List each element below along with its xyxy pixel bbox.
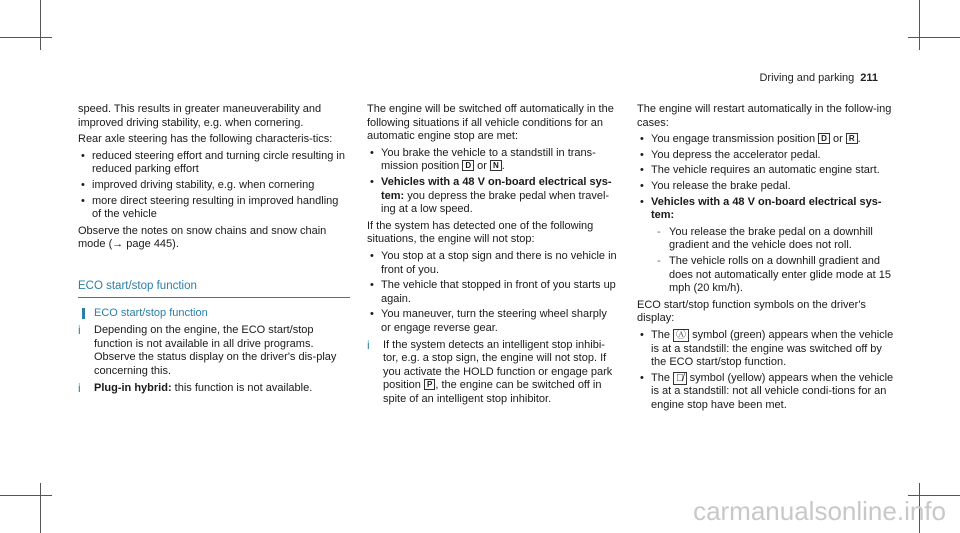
bullet-list xyxy=(78,150,350,222)
section-name: Driving and parking xyxy=(759,72,855,84)
list-item: • The vehicle requires an automatic engine start. xyxy=(637,164,899,178)
list-item xyxy=(637,329,899,370)
list-text: . xyxy=(857,133,861,146)
list-item xyxy=(367,147,619,174)
list-item: • improved driving stability, e.g. when cornering xyxy=(78,179,350,193)
list-text: . xyxy=(501,160,505,173)
note-label: Plug-in hybrid: xyxy=(94,381,172,394)
list-text: or xyxy=(829,133,846,146)
list-item: • more direct steering resulting in improved handling of the vehicle xyxy=(78,195,350,222)
info-icon: i xyxy=(78,323,81,338)
gear-d-icon: D xyxy=(462,160,474,171)
note-text: this function is not available. xyxy=(171,381,313,394)
bullet-list xyxy=(367,250,619,336)
list-item: - The vehicle rolls on a downhill gradient and does not automatically enter glide mode at 15 mph (20 km/h). xyxy=(651,255,899,296)
gear-d-icon: D xyxy=(818,133,830,144)
list-text: you depress the brake pedal when travel-ing at a low speed. xyxy=(381,189,610,216)
note-text: If the system detects an intelligent stop inhibi-tor, e.g. a stop sign, the engine will not stop. If you activate the HOLD function or engage park position xyxy=(383,338,613,392)
subheading-bar xyxy=(82,308,85,319)
column-left xyxy=(78,103,350,398)
info-icon: i xyxy=(367,337,370,352)
list-item xyxy=(637,372,899,413)
subheading-text: ECO start/stop function xyxy=(94,306,208,319)
note-text: Depending on the engine, the ECO start/stop function is not available in all drive programs. Observe the status display on the driver's dis-play concerning this. xyxy=(94,324,337,377)
list-text: The xyxy=(651,328,674,341)
gear-p-icon: P xyxy=(424,379,435,390)
paragraph: speed. This results in greater maneuverability and improved driving stability, e.g. when cornering. xyxy=(78,103,322,129)
list-text: The xyxy=(651,371,674,384)
list-label: Vehicles with a 48 V on-board electrical sys-tem: xyxy=(381,175,612,202)
watermark: carmanualsonline.info xyxy=(693,496,946,526)
list-item: • You release the brake pedal. xyxy=(637,180,899,194)
list-item xyxy=(637,196,899,296)
list-text: symbol (green) appears when the vehicle is at a standstill: the engine was switched off by the ECO start/stop function. xyxy=(651,328,894,369)
crop-mark xyxy=(0,495,52,496)
crop-mark xyxy=(919,0,920,50)
dash-list xyxy=(651,226,899,296)
gear-r-icon: R xyxy=(846,133,858,144)
gear-n-icon: N xyxy=(490,160,502,171)
list-label: Vehicles with a 48 V on-board electrical sys-tem: xyxy=(651,195,882,222)
paragraph: ECO start/stop function symbols on the driver's display: xyxy=(637,298,866,325)
list-item: • The vehicle that stopped in front of you starts up again. xyxy=(367,279,619,306)
list-item: • You depress the accelerator pedal. xyxy=(637,149,899,163)
column-middle xyxy=(367,103,619,409)
column-right xyxy=(637,103,899,415)
info-note xyxy=(78,382,350,396)
list-text: or xyxy=(474,160,491,173)
paragraph: Observe the notes on snow chains and snow chain mode (→ page 445). xyxy=(78,224,327,251)
list-text: You brake the vehicle to a standstill in trans-mission position xyxy=(381,146,596,173)
list-item: • reduced steering effort and turning circle resulting in reduced parking effort xyxy=(78,150,350,177)
paragraph: The engine will restart automatically in the follow-ing cases: xyxy=(637,103,892,129)
bullet-list xyxy=(637,133,899,296)
note-text: , the engine can be switched off in spite of an intelligent stop inhibitor. xyxy=(383,379,602,405)
crop-mark xyxy=(40,483,41,533)
list-item xyxy=(637,133,899,147)
paragraph: If the system has detected one of the following situations, the engine will not stop: xyxy=(367,219,594,246)
crop-mark xyxy=(908,37,960,38)
bullet-list xyxy=(637,329,899,413)
paragraph: The engine will be switched off automatically in the following situations if all vehicle conditions for an automatic engine stop are met: xyxy=(367,103,614,143)
list-item xyxy=(367,176,619,217)
crop-mark xyxy=(0,37,52,38)
bullet-list xyxy=(367,147,619,217)
page-number: 211 xyxy=(860,72,878,84)
info-note xyxy=(367,339,619,407)
section-title: ECO start/stop function xyxy=(78,280,350,298)
eco-start-stop-icon: Ⓐ xyxy=(673,329,689,342)
subheading xyxy=(78,307,350,321)
paragraph: Rear axle steering has the following characteris-tics: xyxy=(78,133,333,146)
list-item: • You maneuver, turn the steering wheel sharply or engage reverse gear. xyxy=(367,308,619,335)
list-text: You engage transmission position xyxy=(651,133,819,146)
eco-start-stop-off-icon: Ⓐ̸ xyxy=(673,372,687,385)
list-item: • You stop at a stop sign and there is no vehicle in front of you. xyxy=(367,250,619,277)
list-text: symbol (yellow) appears when the vehicle is at a standstill: not all vehicle condi-tions for an engine stop have been met. xyxy=(651,371,894,411)
page-header xyxy=(759,72,878,84)
info-icon: i xyxy=(78,380,81,395)
list-item: - You release the brake pedal on a downhill gradient and the vehicle does not roll. xyxy=(651,226,899,253)
info-note xyxy=(78,324,350,378)
crop-mark xyxy=(40,0,41,50)
